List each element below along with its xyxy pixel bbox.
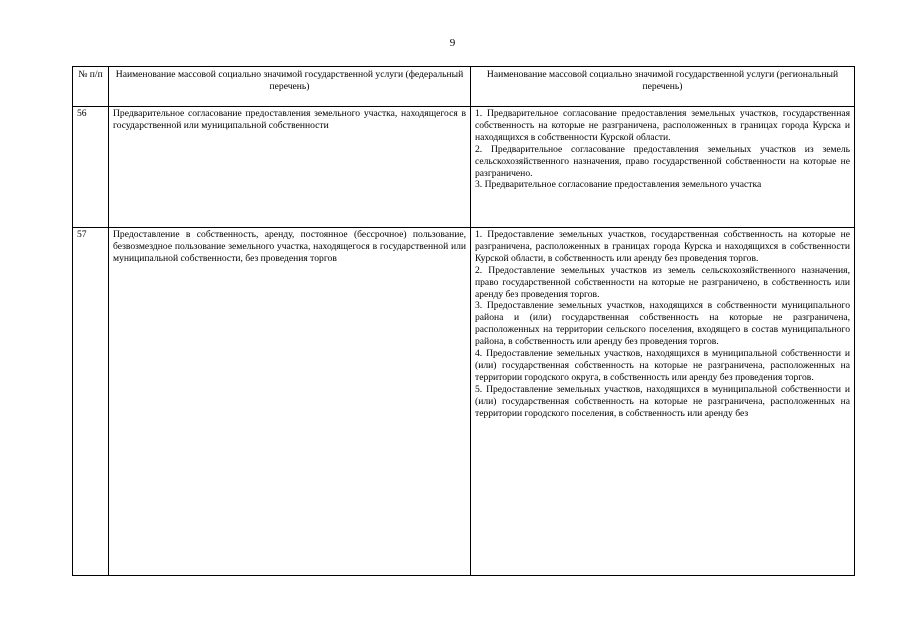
table-row [73, 228, 855, 576]
services-table [72, 66, 855, 576]
regional-service-item: 4. Предоставление земельных участков, находящихся в муниципальной собственности и (или) государственная собственность на которые не разграничена, расположенных на территории городского округа, в собственность или аренду без проведения торгов. [475, 348, 850, 383]
regional-service-item: 5. Предоставление земельных участков, находящихся в муниципальной собственности и (или) государственная собственность на которые не разграничена, расположенных на территории городского поселения, в собственность или аренду без [475, 383, 850, 419]
regional-service-item: 1. Предварительное согласование предоставления земельных участков, государственная собственность на которые не разграничена, расположенных в границах города Курска и находящихся в собственности Курской области. [475, 108, 850, 143]
regional-service-item: 3. Предварительное согласование предоставления земельного участка [475, 179, 762, 191]
federal-service-name: Предоставление в собственность, аренду, постоянное (бессрочное) пользование, безвозмездное пользование земельного участка, находящегося в государственной или муниципальной собственности, без проведения торгов [109, 228, 471, 576]
regional-service-item: 3. Предоставление земельных участков, находящихся в собственности муниципального района и (или) государственная собственность на которые не разграничена, расположенных на территории сельского поселения, входящего в состав муниципального района, в собственность или аренду без проведения торгов. [475, 300, 850, 348]
page-number: 9 [449, 37, 456, 49]
regional-service-item: 2. Предоставление земельных участков из земель сельскохозяйственного назначения, право государственной собственности на которые не разграничено, в собственность или аренду без проведения торгов. [475, 264, 850, 300]
federal-service-name: Предварительное согласование предоставления земельного участка, находящегося в государственной или муниципальной собственности [109, 107, 471, 228]
header-federal: Наименование массовой социально значимой государственной услуги (федеральный перечень) [109, 67, 471, 107]
row-number: 57 [73, 228, 109, 576]
header-regional: Наименование массовой социально значимой государственной услуги (региональный перечень) [471, 67, 855, 107]
regional-service-list [471, 228, 855, 576]
table-row [73, 107, 855, 228]
regional-service-list [471, 107, 855, 228]
row-number: 56 [73, 107, 109, 228]
table-header-row [73, 67, 855, 107]
regional-service-item: 2. Предварительное согласование предоставления земельных участков из земель сельскохозяйственного назначения, право государственной собственности на которые не разграничено. [475, 143, 850, 179]
header-number: № п/п [73, 67, 109, 107]
regional-service-item: 1. Предоставление земельных участков, государственная собственность на которые не разграничена, расположенных в границах города Курска и находящихся в собственности Курской области, в собственность или аренду без проведения торгов. [475, 229, 850, 264]
